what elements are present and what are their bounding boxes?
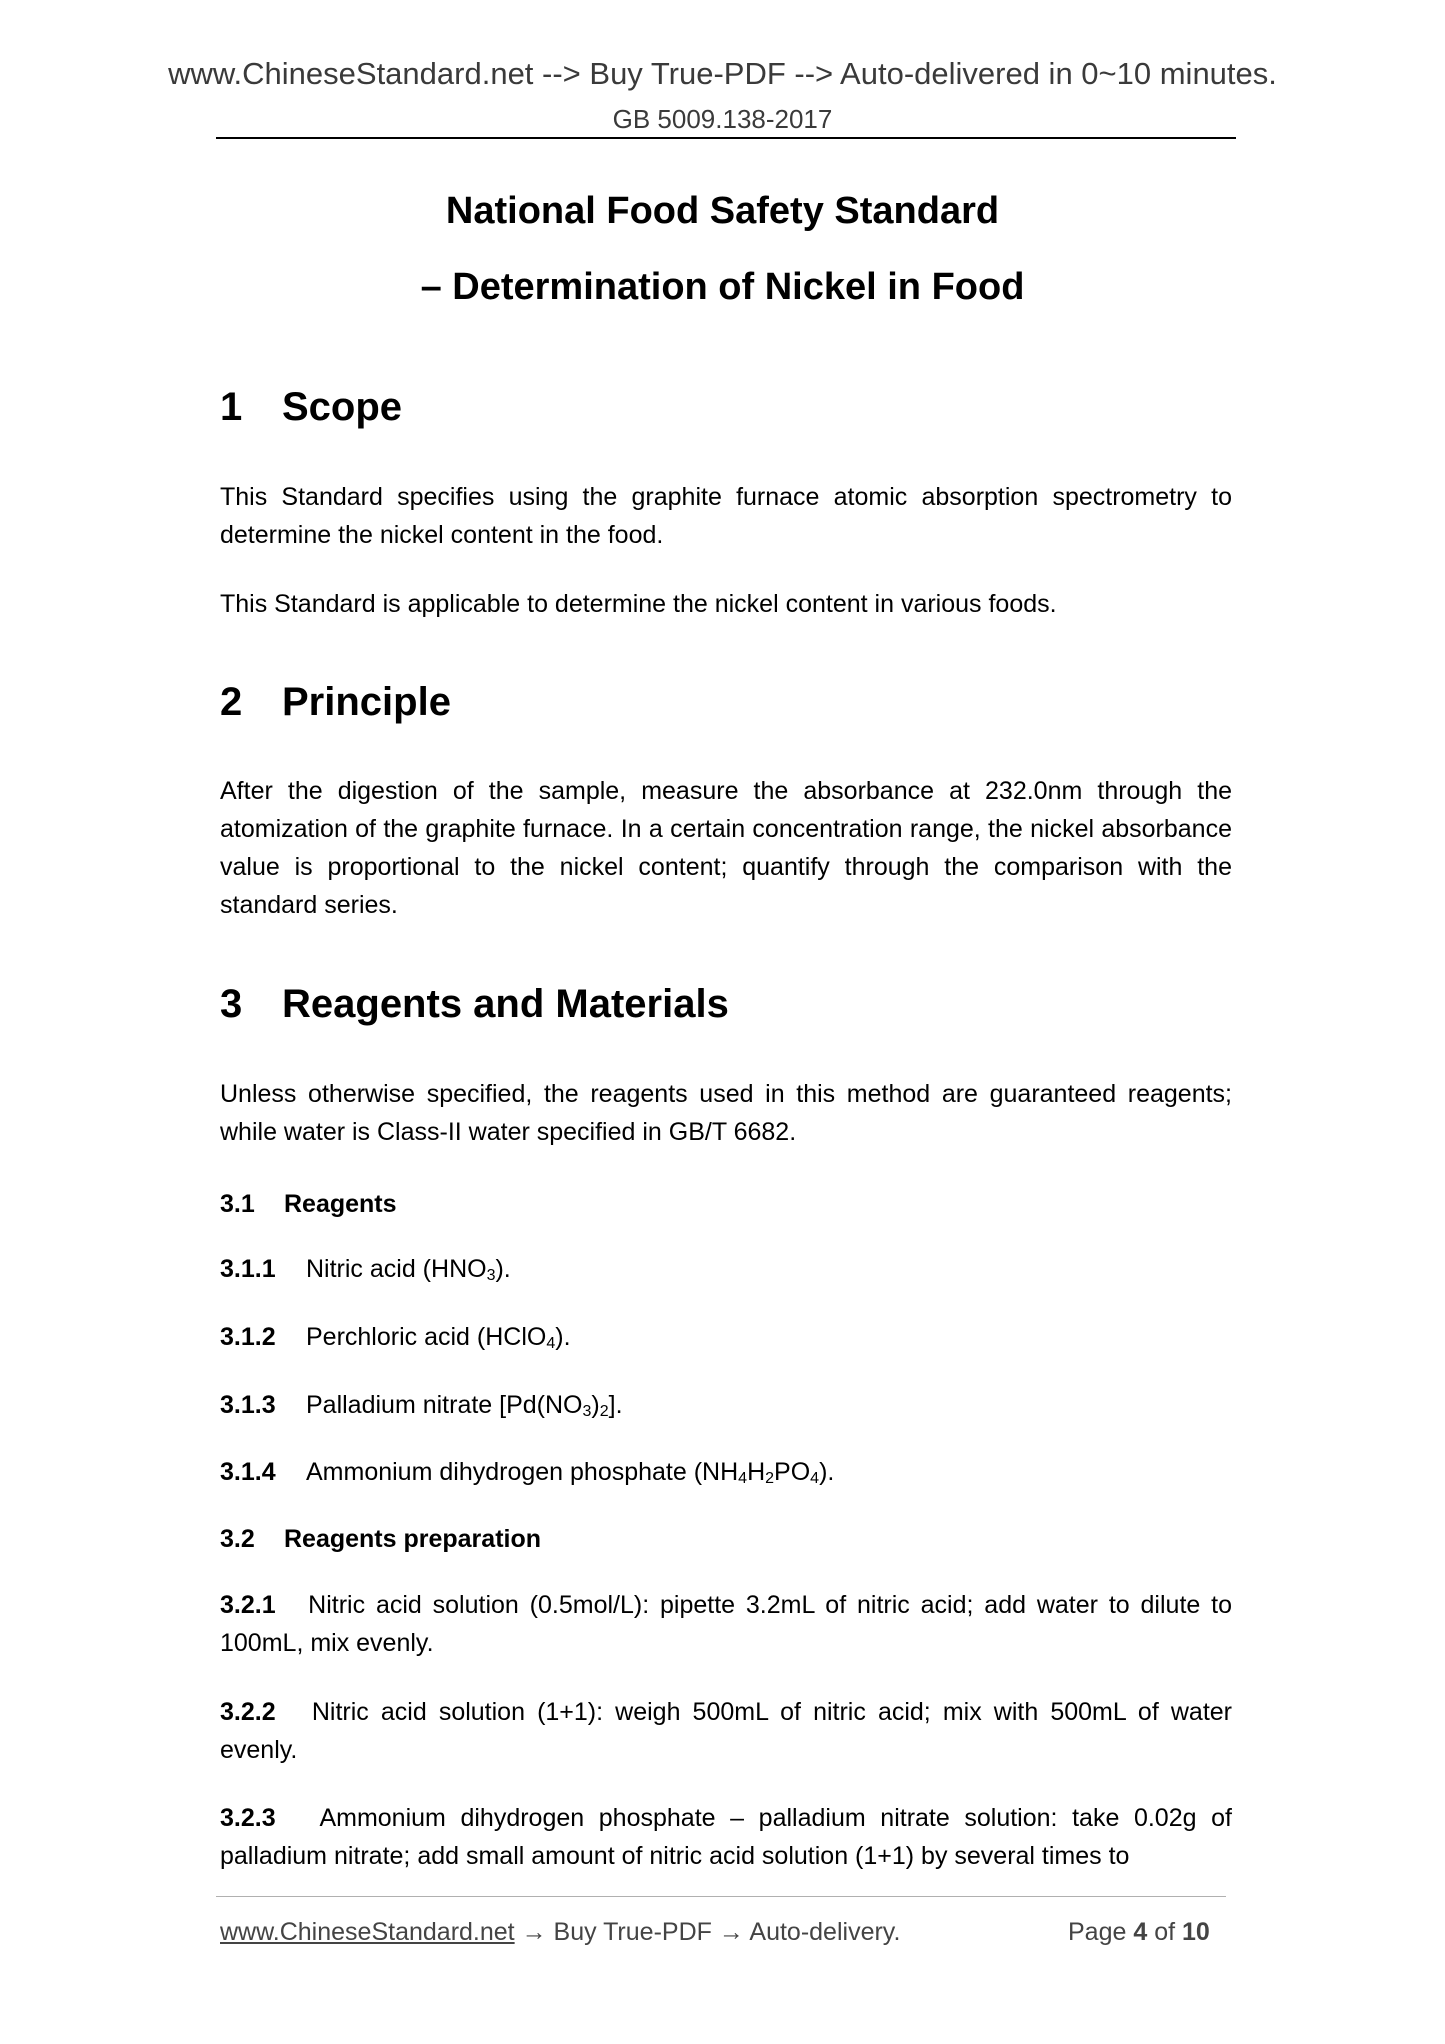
item-number: 3.2.3 — [220, 1804, 276, 1832]
prep-paragraph-nitric-0-5 — [220, 1586, 1232, 1662]
item-text: ) — [591, 1391, 600, 1419]
item-text: Perchloric acid (HClO — [306, 1323, 547, 1351]
footer-divider — [216, 1896, 1226, 1897]
section-heading-principle — [220, 680, 451, 725]
section-number: 2 — [220, 680, 243, 724]
footer-promo — [220, 1918, 900, 1947]
reagent-item-palladium-nitrate — [220, 1386, 623, 1424]
footer-promo-text: → Buy True-PDF → Auto-delivery. — [514, 1918, 901, 1946]
page-total: 10 — [1182, 1918, 1210, 1946]
item-text: Palladium nitrate [Pd(NO — [306, 1391, 583, 1419]
header-doc-id: GB 5009.138-2017 — [612, 104, 833, 134]
item-text: ). — [495, 1255, 511, 1283]
item-number: 3.1.1 — [220, 1255, 276, 1283]
subscript: 3 — [486, 1267, 496, 1284]
principle-paragraph: After the digestion of the sample, measure the absorbance at 232.0nm through the atomization of the graphite furnace. In a certain concentration range, the nickel absorbance value is proportional to the nickel content; quantify through the comparison with the standard series. — [220, 777, 1232, 919]
subscript: 3 — [582, 1403, 592, 1420]
header-divider — [216, 137, 1236, 139]
section-title: Principle — [282, 680, 451, 724]
item-text: Nitric acid (HNO — [306, 1255, 487, 1283]
subscript: 4 — [546, 1335, 556, 1352]
footer-site-link[interactable]: www.ChineseStandard.net — [220, 1918, 515, 1946]
subsection-number: 3.2 — [220, 1525, 255, 1553]
item-number: 3.1.3 — [220, 1391, 276, 1419]
section-number: 3 — [220, 982, 243, 1026]
item-text: Nitric acid solution (0.5mol/L): pipette 3.2mL of nitric acid; add water to dilute to 100mL, mix evenly. — [220, 1591, 1232, 1657]
item-text: ). — [555, 1323, 571, 1351]
page-number: 4 — [1133, 1918, 1148, 1946]
page-label: Page — [1068, 1918, 1134, 1946]
item-number: 3.1.2 — [220, 1323, 276, 1351]
subscript: 2 — [765, 1470, 775, 1487]
item-number: 3.1.4 — [220, 1458, 276, 1486]
subsection-number: 3.1 — [220, 1190, 255, 1218]
section-title: Scope — [282, 385, 403, 429]
subscript: 4 — [738, 1470, 748, 1487]
scope-paragraph-1: This Standard specifies using the graphite furnace atomic absorption spectrometry to determine the nickel content in the food. — [220, 483, 1232, 549]
subscript: 2 — [599, 1403, 609, 1420]
subsection-heading-reagents-preparation — [220, 1525, 541, 1554]
subsection-title: Reagents — [284, 1190, 397, 1218]
page-indicator — [1068, 1918, 1210, 1947]
subsection-heading-reagents — [220, 1190, 397, 1219]
section-heading-scope — [220, 385, 402, 430]
reagent-item-nitric-acid — [220, 1250, 511, 1288]
item-text: Ammonium dihydrogen phosphate – palladium nitrate solution: take 0.02g of palladium nitrate; add small amount of nitric acid solution (1+1) by several times to — [220, 1804, 1232, 1870]
title-line-2: – Determination of Nickel in Food — [420, 266, 1025, 308]
reagents-intro-paragraph: Unless otherwise specified, the reagents used in this method are guaranteed reagents; while water is Class-II water specified in GB/T 6682. — [220, 1080, 1232, 1146]
prep-paragraph-nitric-1-1 — [220, 1693, 1232, 1769]
item-text: PO — [774, 1458, 811, 1486]
item-number: 3.2.2 — [220, 1698, 276, 1726]
section-number: 1 — [220, 385, 243, 429]
of-label: of — [1147, 1918, 1182, 1946]
title-line-1: National Food Safety Standard — [445, 190, 1000, 232]
item-text: Ammonium dihydrogen phosphate (NH — [306, 1458, 739, 1486]
header-banner: www.ChineseStandard.net --> Buy True-PDF --> Auto-delivered in 0~10 minutes. — [168, 56, 1277, 91]
item-text: Nitric acid solution (1+1): weigh 500mL of nitric acid; mix with 500mL of water evenly. — [220, 1698, 1232, 1764]
subscript: 4 — [810, 1470, 820, 1487]
prep-paragraph-matrix-modifier — [220, 1799, 1232, 1875]
item-number: 3.2.1 — [220, 1591, 276, 1619]
reagent-item-ammonium-phosphate — [220, 1453, 834, 1491]
section-heading-reagents — [220, 982, 729, 1027]
item-text: H — [747, 1458, 766, 1486]
subsection-title: Reagents preparation — [284, 1525, 542, 1553]
item-text: ). — [819, 1458, 835, 1486]
item-text: ]. — [608, 1391, 623, 1419]
reagent-item-perchloric-acid — [220, 1318, 571, 1356]
section-title: Reagents and Materials — [282, 982, 729, 1026]
scope-paragraph-2: This Standard is applicable to determine the nickel content in various foods. — [220, 590, 1057, 618]
